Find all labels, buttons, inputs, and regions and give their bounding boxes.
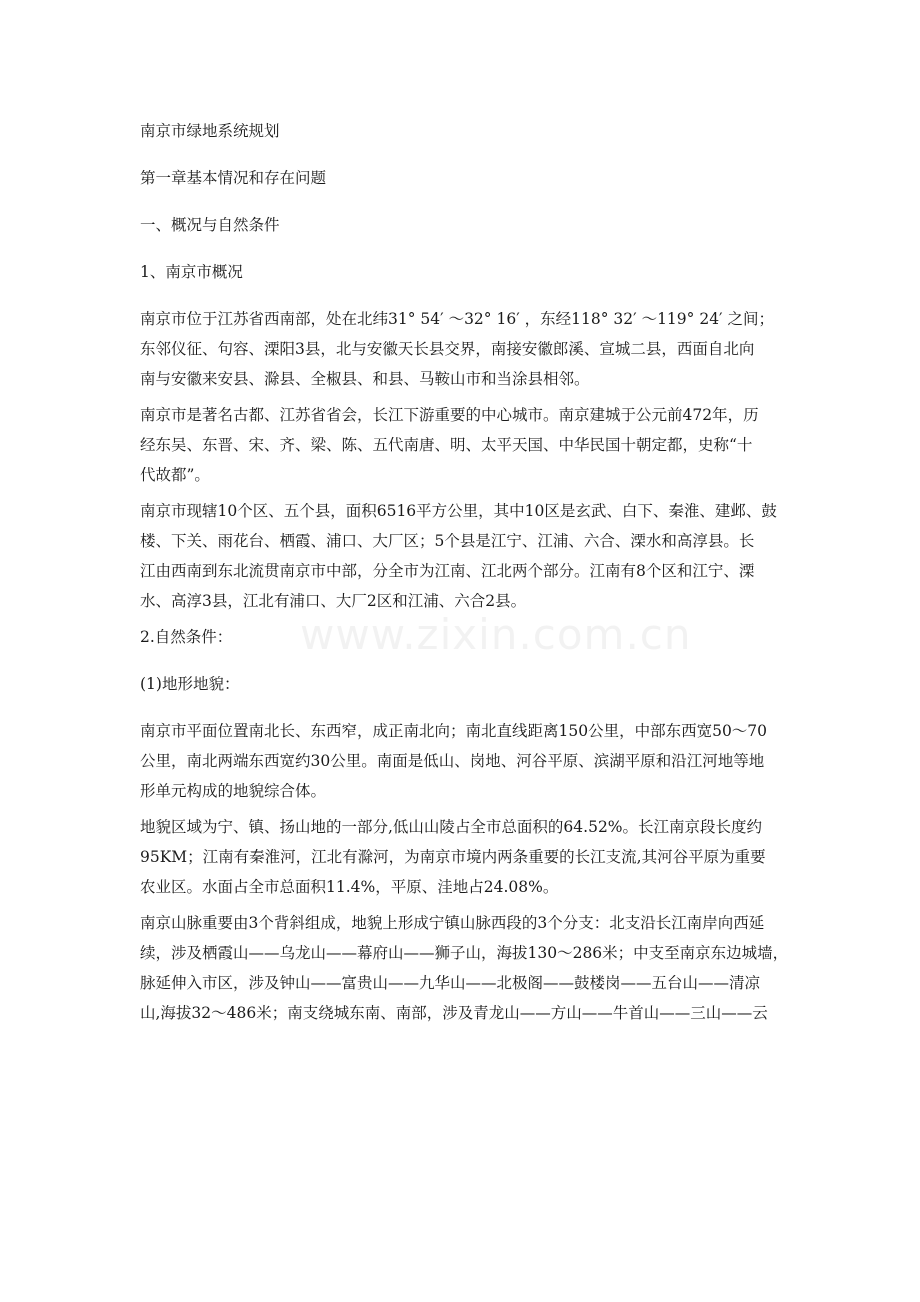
chapter-heading: 第一章基本情况和存在问题 [140,169,327,187]
text-line: 江由西南到东北流贯南京市中部，分全市为江南、江北两个部分。江南有8个区和江宁、溧 [140,562,755,580]
text-line: 南京市平面位置南北长、东西窄，成正南北向；南北直线距离150公里，中部东西宽50～70 [140,722,768,740]
text-line: 续，涉及栖霞山——乌龙山——幕府山——狮子山，海拔130～286米；中支至南京东边城墙， [140,944,789,962]
text-line: 脉延伸入市区，涉及钟山——富贵山——九华山——北极阁——鼓楼岗——五台山——清凉 [140,974,761,992]
subsection-heading: (1)地形地貌： [140,675,240,693]
text-line: 南京市位于江苏省西南部，处在北纬31° 54′ ～32° 16′ ，东经118° 32′ ～119° 24′ 之间； [140,310,775,328]
text-line: 南京山脉重要由3个背斜组成，地貌上形成宁镇山脉西段的3个分支：北支沿长江南岸向西延 [140,914,765,932]
text-line: 东邻仪征、句容、溧阳3县，北与安徽天长县交界，南接安徽郎溪、宣城二县，西面自北向 [140,340,755,358]
watermark: www.zixin.com.cn [300,610,692,659]
text-line: 95KM；江南有秦淮河，江北有滁河，为南京市境内两条重要的长江支流,其河谷平原为重要 [140,848,766,866]
text-line: 南与安徽来安县、滁县、全椒县、和县、马鞍山市和当涂县相邻。 [140,370,590,388]
text-line: 农业区。水面占全市总面积11.4%，平原、洼地占24.08%。 [140,878,559,896]
subsection-heading: 2.自然条件： [140,628,233,646]
paragraph-location [140,304,782,394]
paragraph-history [140,400,782,490]
paragraph-districts [140,496,782,616]
text-line: 代故都”。 [140,466,210,484]
subsection-heading: 1、南京市概况 [140,263,243,281]
text-line: 公里，南北两端东西宽约30公里。南面是低山、岗地、河谷平原、滨湖平原和沿江河地等地 [140,752,765,770]
text-line: 南京市是著名古都、江苏省省会，长江下游重要的中心城市。南京建城于公元前472年，历 [140,406,759,424]
text-line: 水、高淳3县，江北有浦口、大厂2区和江浦、六合2县。 [140,592,527,610]
paragraph-terrain [140,716,782,806]
document-title: 南京市绿地系统规划 [140,122,280,140]
text-line: 南京市现辖10个区、五个县，面积6516平方公里，其中10区是玄武、白下、秦淮、建邺、鼓 [140,502,777,520]
text-line: 地貌区域为宁、镇、扬山地的一部分,低山山陵占全市总面积的64.52%。长江南京段长度约 [140,818,763,836]
text-line: 经东吴、东晋、宋、齐、梁、陈、五代南唐、明、太平天国、中华民国十朝定都，史称“十 [140,436,753,454]
section-heading: 一、概况与自然条件 [140,216,280,234]
paragraph-mountains [140,908,789,1028]
paragraph-landform [140,812,782,902]
text-line: 山,海拔32～486米；南支绕城东南、南部，涉及青龙山——方山——牛首山——三山——云 [140,1004,768,1022]
text-line: 楼、下关、雨花台、栖霞、浦口、大厂区；5个县是江宁、江浦、六合、溧水和高淳县。长 [140,532,755,550]
text-line: 形单元构成的地貌综合体。 [140,782,327,800]
document-body [140,116,789,1034]
